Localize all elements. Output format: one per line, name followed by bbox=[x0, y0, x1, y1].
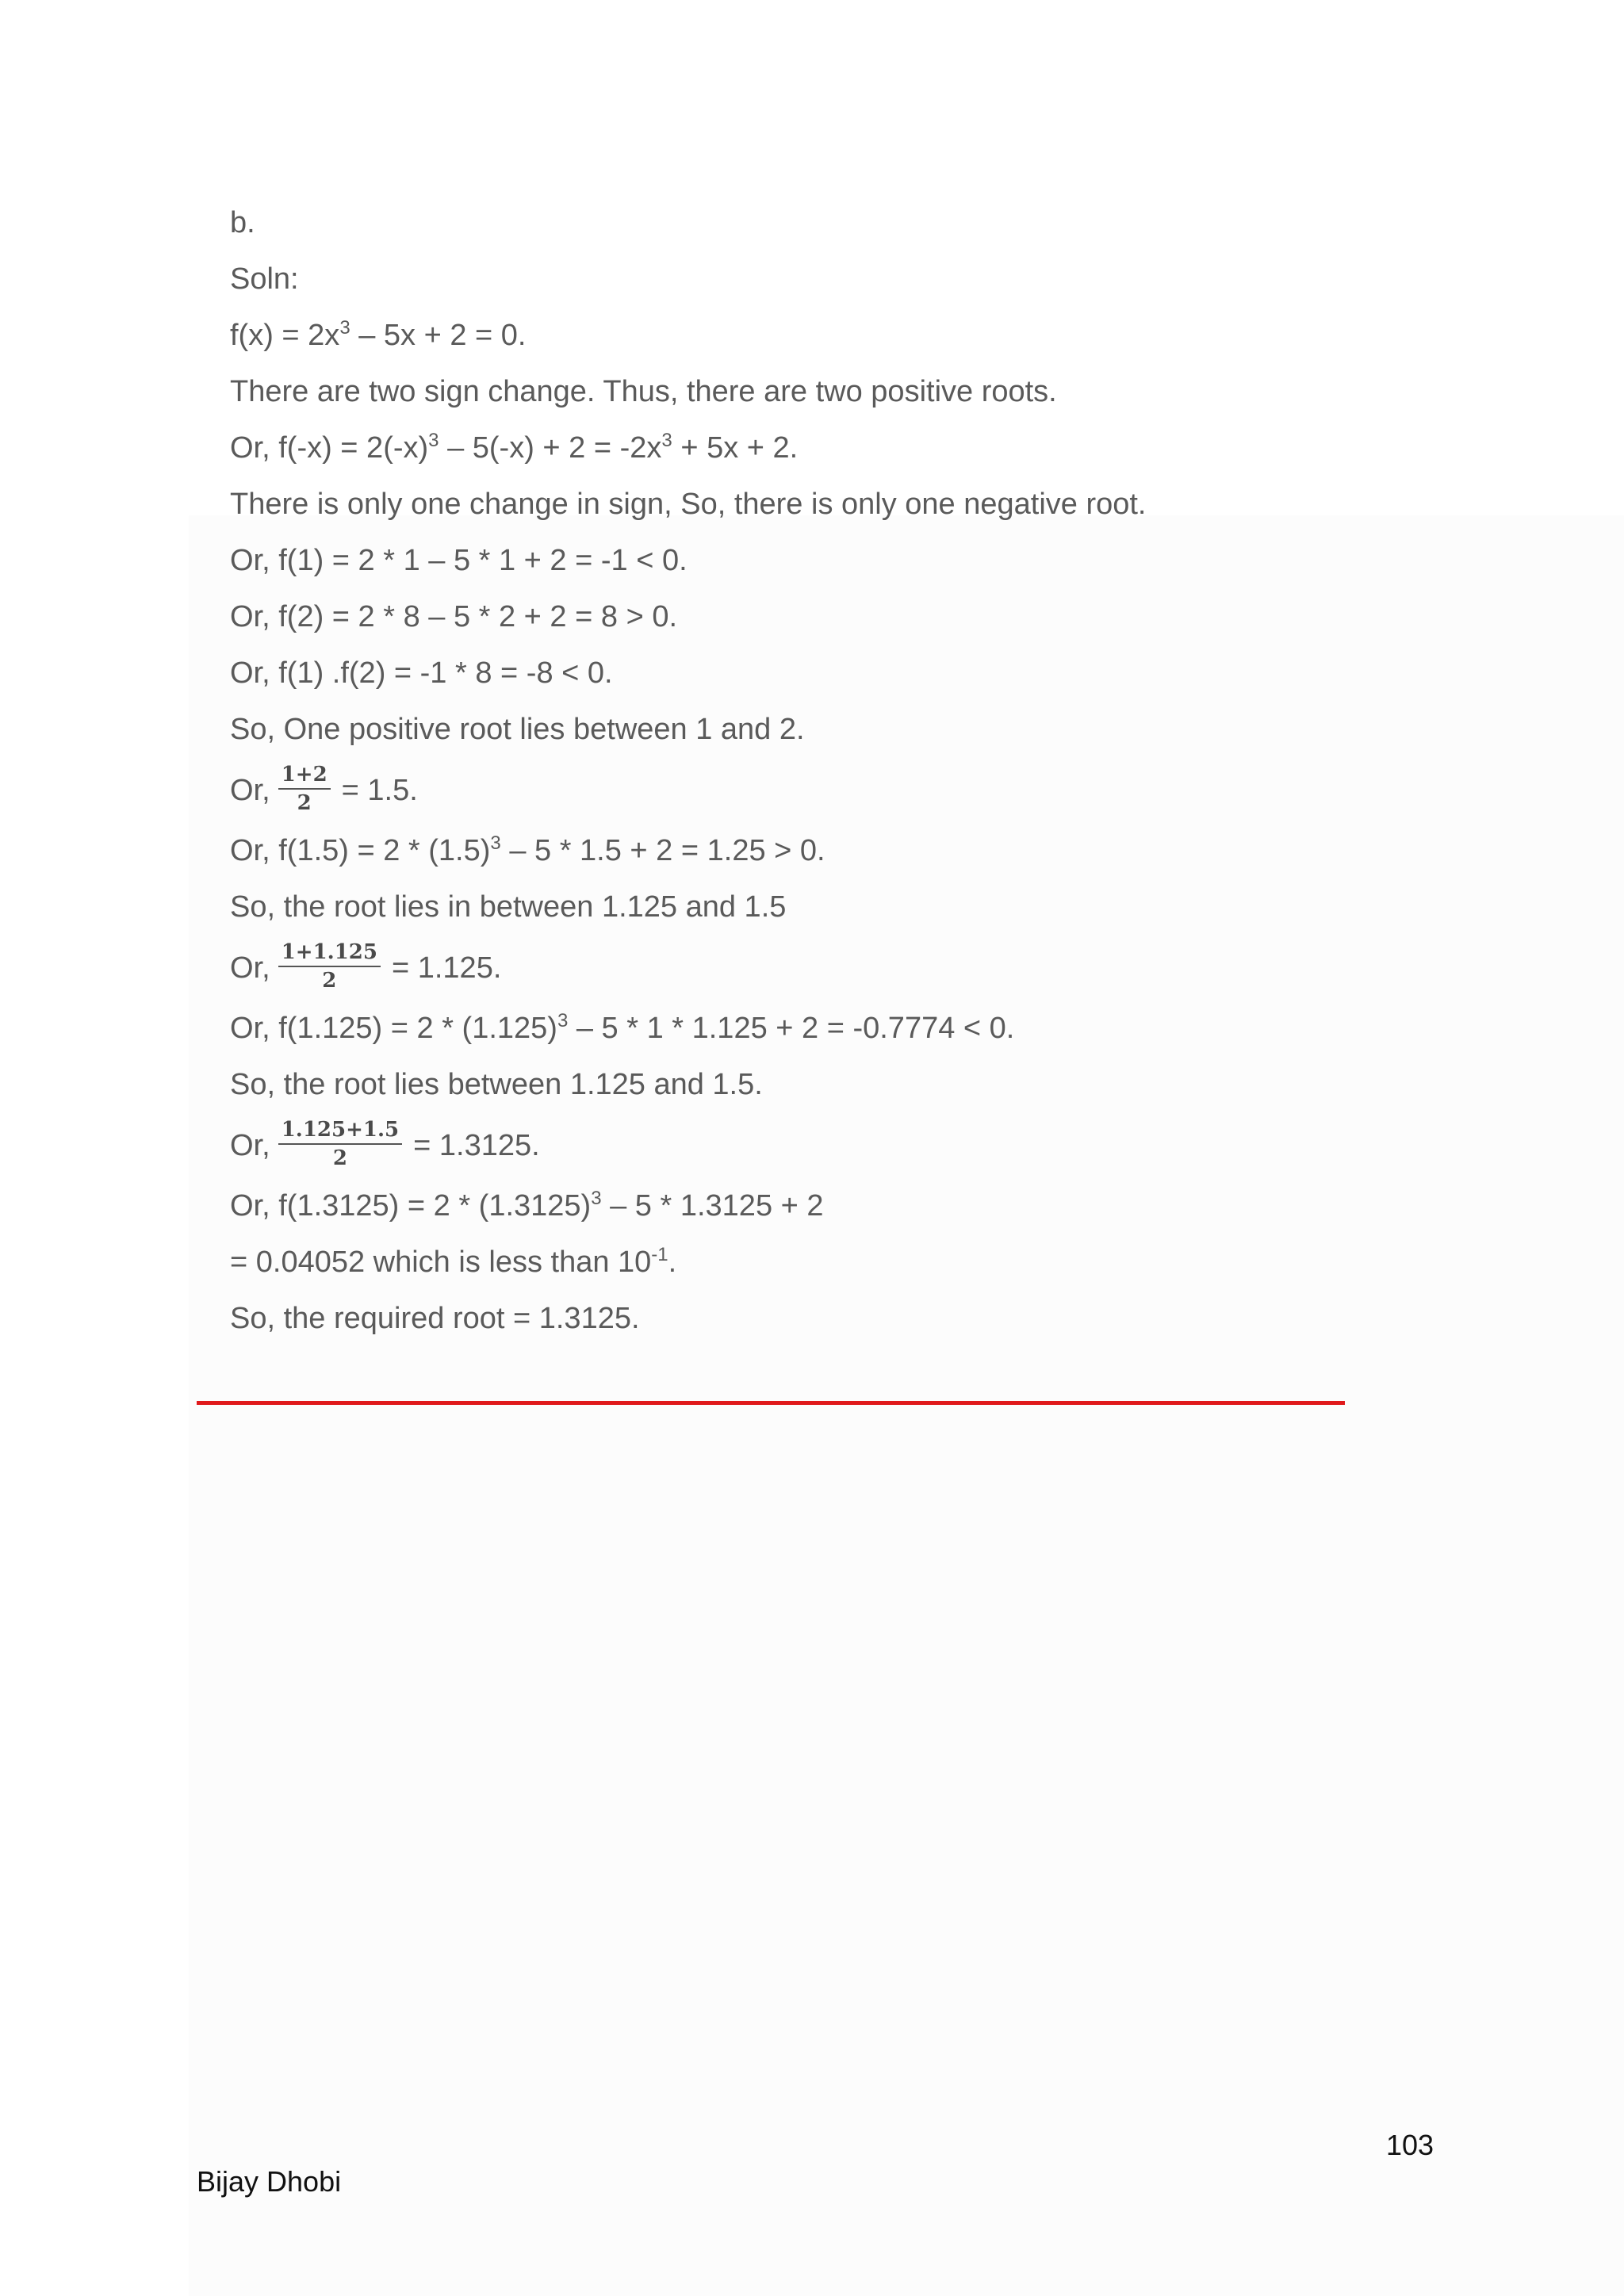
equation-f1-5-exponent: 3 bbox=[490, 832, 501, 854]
statement-root-interval-1 bbox=[230, 879, 1388, 936]
equation-fx-exponent: 3 bbox=[339, 317, 350, 339]
equation-f1-3125-exponent: 3 bbox=[591, 1188, 602, 1209]
midpoint-3-post: = 1.3125. bbox=[413, 1129, 540, 1162]
midpoint-1 bbox=[230, 758, 1388, 823]
equation-result-post: . bbox=[668, 1246, 677, 1279]
equation-f2-text: Or, f(2) = 2 * 8 – 5 * 2 + 2 = 8 > 0. bbox=[230, 600, 678, 633]
equation-f1-5 bbox=[230, 823, 1388, 879]
equation-f1-125-post: – 5 * 1 * 1.125 + 2 = -0.7774 < 0. bbox=[568, 1012, 1015, 1045]
equation-f-neg-x-exp1: 3 bbox=[428, 430, 439, 451]
statement-negative-root-text: There is only one change in sign, So, there is only one negative root. bbox=[230, 488, 1147, 521]
equation-f1-125 bbox=[230, 1001, 1388, 1057]
midpoint-1-post: = 1.5. bbox=[341, 774, 418, 807]
page-number: 103 bbox=[1386, 2129, 1434, 2161]
soln-label-text: Soln: bbox=[230, 262, 299, 296]
fraction-1-denominator: 2 bbox=[297, 790, 312, 815]
equation-f1-f2-text: Or, f(1) .f(2) = -1 * 8 = -8 < 0. bbox=[230, 656, 613, 690]
equation-f1-5-post: – 5 * 1.5 + 2 = 1.25 > 0. bbox=[500, 834, 825, 867]
author-name: Bijay Dhobi bbox=[197, 2165, 342, 2198]
equation-f-neg-x-b: – 5(-x) + 2 = -2x bbox=[439, 431, 662, 465]
equation-f1-3125 bbox=[230, 1178, 1388, 1234]
fraction-2 bbox=[278, 940, 381, 993]
midpoint-3-pre: Or, bbox=[230, 1129, 270, 1162]
statement-positive-roots-text: There are two sign change. Thus, there are two positive roots. bbox=[230, 375, 1057, 408]
statement-required-root bbox=[230, 1291, 1388, 1347]
equation-f1-125-exponent: 3 bbox=[557, 1010, 569, 1031]
equation-fx-pre: f(x) = 2x bbox=[230, 319, 340, 352]
fraction-2-denominator: 2 bbox=[322, 968, 337, 993]
midpoint-2-pre: Or, bbox=[230, 951, 270, 985]
equation-f1-3125-pre: Or, f(1.3125) = 2 * (1.3125) bbox=[230, 1189, 592, 1223]
equation-result-pre: = 0.04052 which is less than 10 bbox=[230, 1246, 652, 1279]
part-label bbox=[230, 195, 1388, 251]
fraction-1-numerator: 1+2 bbox=[278, 763, 331, 790]
fraction-3-numerator: 1.125+1.5 bbox=[278, 1118, 402, 1145]
fraction-3-denominator: 2 bbox=[332, 1146, 347, 1170]
equation-fx bbox=[230, 308, 1388, 364]
equation-f-neg-x bbox=[230, 420, 1388, 476]
equation-f-neg-x-exp2: 3 bbox=[661, 430, 672, 451]
equation-f1-text: Or, f(1) = 2 * 1 – 5 * 1 + 2 = -1 < 0. bbox=[230, 544, 688, 577]
fraction-1 bbox=[278, 763, 331, 815]
equation-f1-125-pre: Or, f(1.125) = 2 * (1.125) bbox=[230, 1012, 557, 1045]
midpoint-2-post: = 1.125. bbox=[391, 951, 502, 985]
solution-text bbox=[230, 195, 1388, 1347]
statement-positive-roots bbox=[230, 364, 1388, 420]
part-label-text: b. bbox=[230, 206, 255, 239]
statement-root-1-2 bbox=[230, 702, 1388, 758]
statement-required-root-text: So, the required root = 1.3125. bbox=[230, 1302, 640, 1335]
statement-root-interval-2 bbox=[230, 1057, 1388, 1113]
equation-f1-f2 bbox=[230, 645, 1388, 702]
statement-root-interval-1-text: So, the root lies in between 1.125 and 1.5 bbox=[230, 890, 787, 924]
soln-label bbox=[230, 251, 1388, 308]
equation-f1 bbox=[230, 533, 1388, 589]
equation-result-exponent: -1 bbox=[651, 1244, 668, 1265]
midpoint-3 bbox=[230, 1113, 1388, 1178]
equation-f1-3125-post: – 5 * 1.3125 + 2 bbox=[601, 1189, 824, 1223]
fraction-3 bbox=[278, 1118, 402, 1170]
fraction-2-numerator: 1+1.125 bbox=[278, 940, 381, 967]
equation-f-neg-x-c: + 5x + 2. bbox=[672, 431, 799, 465]
equation-result bbox=[230, 1234, 1388, 1291]
equation-f2 bbox=[230, 589, 1388, 645]
statement-negative-root bbox=[230, 476, 1388, 533]
red-divider-rule bbox=[197, 1401, 1345, 1405]
statement-root-1-2-text: So, One positive root lies between 1 and 2. bbox=[230, 713, 805, 746]
equation-fx-post: – 5x + 2 = 0. bbox=[350, 319, 527, 352]
statement-root-interval-2-text: So, the root lies between 1.125 and 1.5. bbox=[230, 1068, 763, 1101]
midpoint-2 bbox=[230, 936, 1388, 1001]
equation-f-neg-x-a: Or, f(-x) = 2(-x) bbox=[230, 431, 429, 465]
equation-f1-5-pre: Or, f(1.5) = 2 * (1.5) bbox=[230, 834, 491, 867]
midpoint-1-pre: Or, bbox=[230, 774, 270, 807]
